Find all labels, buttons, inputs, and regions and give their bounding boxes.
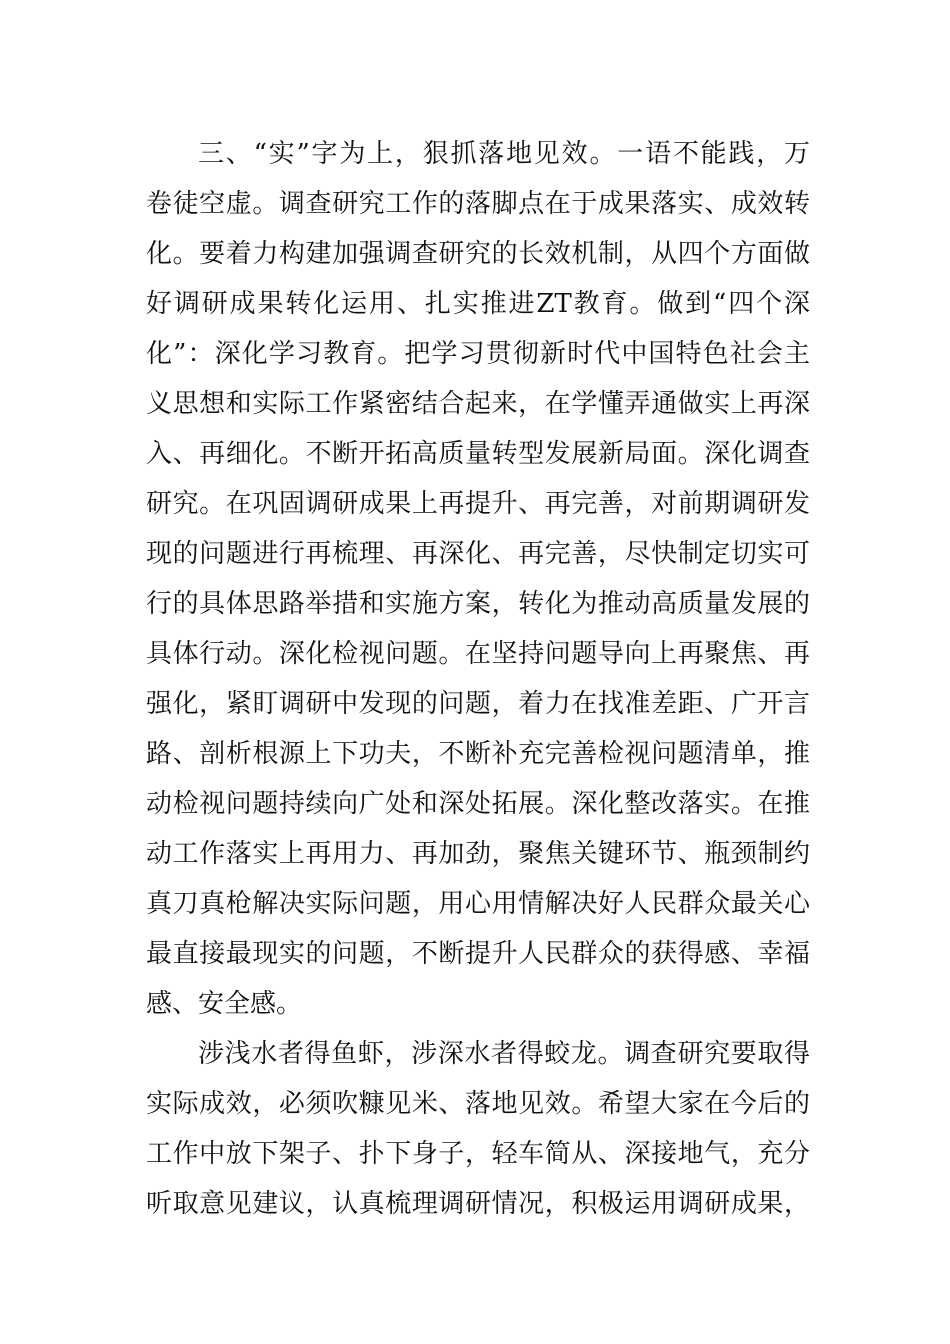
paragraph-1-line-9: 现的问题进行再梳理、再深化、再完善，尽快制定切实可 bbox=[146, 539, 810, 569]
paragraph-1-line-13: 路、剖析根源上下功夫，不断补充完善检视问题清单，推 bbox=[146, 739, 810, 769]
paragraph-1-line-7: 入、再细化。不断开拓高质量转型发展新局面。深化调查 bbox=[146, 439, 810, 469]
paragraph-2-line-4: 听取意见建议，认真梳理调研情况，积极运用调研成果， bbox=[146, 1189, 810, 1219]
paragraph-1-line-12: 强化，紧盯调研中发现的问题，着力在找准差距、广开言 bbox=[146, 689, 810, 719]
paragraph-1-line-1: 三、“实”字为上，狠抓落地见效。一语不能践，万 bbox=[198, 139, 810, 169]
paragraph-1-line-3: 化。要着力构建加强调查研究的长效机制，从四个方面做 bbox=[146, 239, 810, 269]
paragraph-1-line-18: 感、安全感。 bbox=[146, 989, 303, 1019]
paragraph-2-line-3: 工作中放下架子、扑下身子，轻车简从、深接地气，充分 bbox=[146, 1139, 810, 1169]
paragraph-1-line-17: 最直接最现实的问题，不断提升人民群众的获得感、幸福 bbox=[146, 939, 810, 969]
paragraph-1-line-16: 真刀真枪解决实际问题，用心用情解决好人民群众最关心 bbox=[146, 889, 810, 919]
paragraph-1-line-15: 动工作落实上再用力、再加劲，聚焦关键环节、瓶颈制约 bbox=[146, 839, 810, 869]
paragraph-1-line-2: 卷徒空虚。调查研究工作的落脚点在于成果落实、成效转 bbox=[146, 189, 810, 219]
paragraph-1-line-10: 行的具体思路举措和实施方案，转化为推动高质量发展的 bbox=[146, 589, 810, 619]
paragraph-1-line-5: 化”：深化学习教育。把学习贯彻新时代中国特色社会主 bbox=[146, 339, 810, 369]
paragraph-2-line-1: 涉浅水者得鱼虾，涉深水者得蛟龙。调查研究要取得 bbox=[198, 1039, 810, 1069]
paragraph-1-line-6: 义思想和实际工作紧密结合起来，在学懂弄通做实上再深 bbox=[146, 389, 810, 419]
paragraph-1-line-11: 具体行动。深化检视问题。在坚持问题导向上再聚焦、再 bbox=[146, 639, 810, 669]
paragraph-1-line-8: 研究。在巩固调研成果上再提升、再完善，对前期调研发 bbox=[146, 489, 810, 519]
paragraph-2-line-2: 实际成效，必须吹糠见米、落地见效。希望大家在今后的 bbox=[146, 1089, 810, 1119]
paragraph-1-line-4: 好调研成果转化运用、扎实推进ZT教育。做到“四个深 bbox=[146, 289, 810, 319]
paragraph-1-line-14: 动检视问题持续向广处和深处拓展。深化整改落实。在推 bbox=[146, 789, 810, 819]
